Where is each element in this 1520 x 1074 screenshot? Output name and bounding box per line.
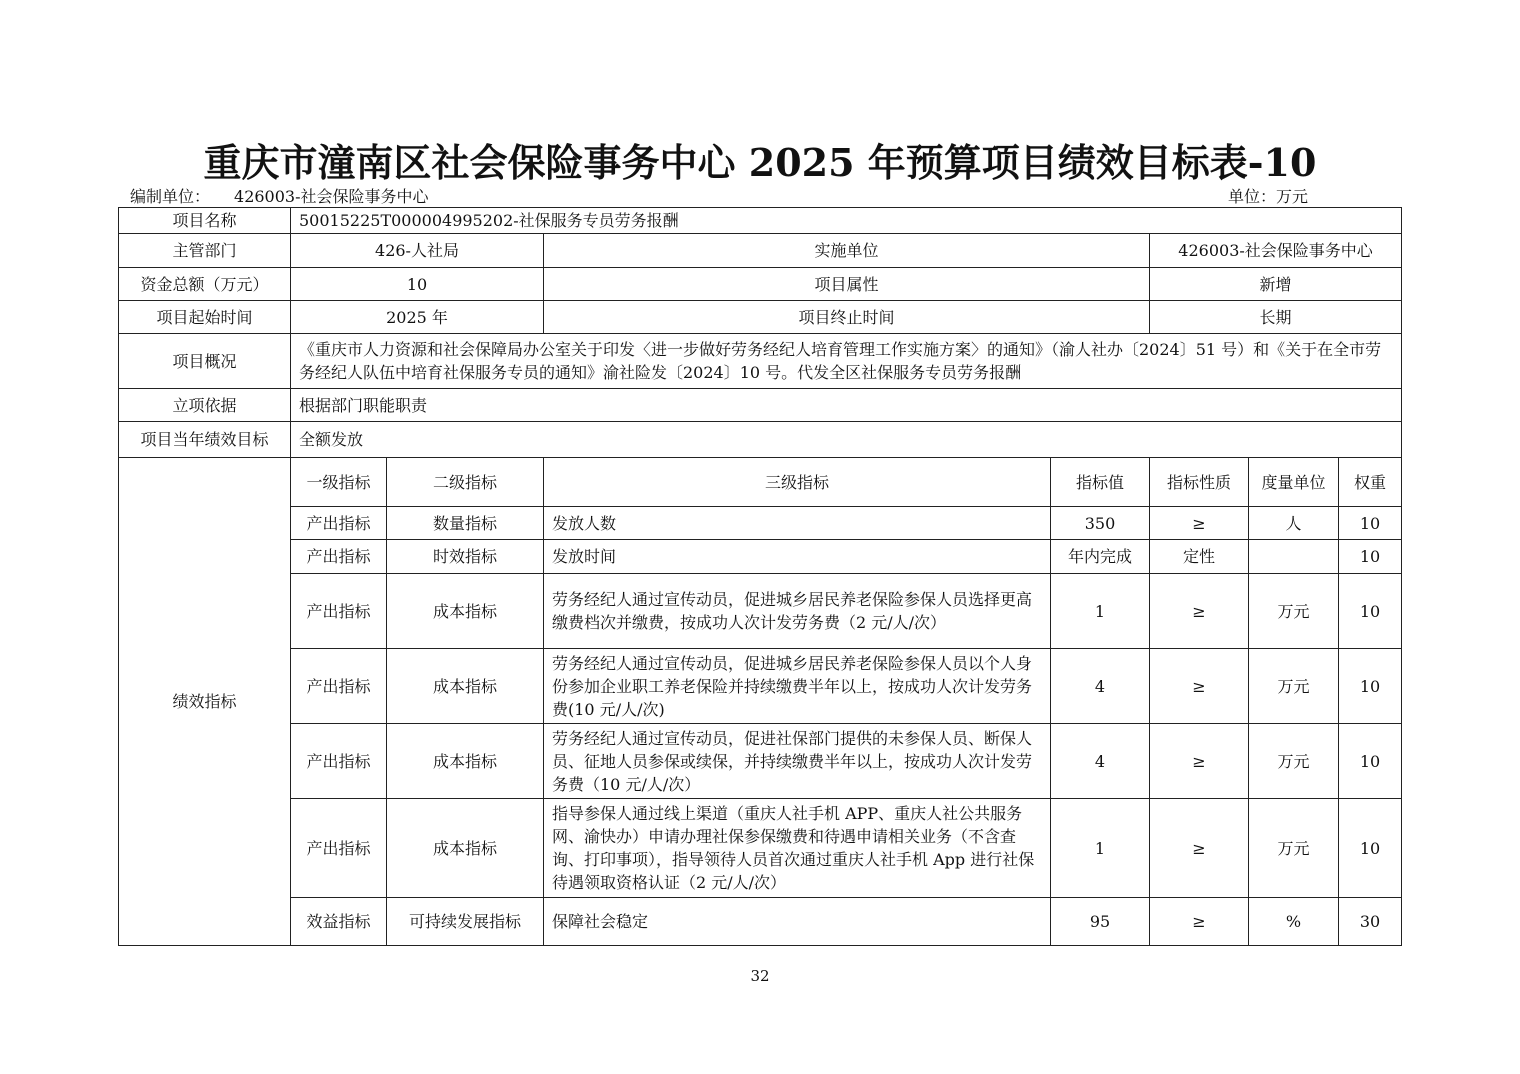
row-value: 4 — [1051, 649, 1150, 724]
table-row — [119, 540, 1402, 574]
header-unit: 度量单位 — [1249, 458, 1339, 507]
basis-label: 立项依据 — [119, 389, 291, 422]
row-nature: ≥ — [1150, 649, 1249, 724]
currency-unit: 单位：万元 — [1228, 187, 1309, 206]
row-level1: 产出指标 — [291, 724, 387, 799]
compiling-unit — [130, 184, 429, 207]
row-nature: ≥ — [1150, 574, 1249, 649]
row-value: 95 — [1051, 898, 1150, 946]
row-nature: ≥ — [1150, 507, 1249, 540]
row-level1: 产出指标 — [291, 540, 387, 574]
row-nature: 定性 — [1150, 540, 1249, 574]
row-unit: % — [1249, 898, 1339, 946]
row-level3: 指导参保人通过线上渠道（重庆人社手机 APP、重庆人社公共服务网、渝快办）申请办理社保参保缴费和待遇申请相关业务（不含查询、打印事项），指导领待人员首次通过重庆人社手机 App 进行社保待遇领取资格认证（2 元/人/次） — [544, 799, 1051, 898]
funds-value: 10 — [291, 268, 544, 301]
table-row — [119, 649, 1402, 724]
row-level3: 劳务经纪人通过宣传动员，促进城乡居民养老保险参保人员选择更高缴费档次并缴费，按成功人次计发劳务费（2 元/人/次） — [544, 574, 1051, 649]
row-level2: 时效指标 — [387, 540, 544, 574]
row-weight: 10 — [1339, 724, 1402, 799]
row-unit: 人 — [1249, 507, 1339, 540]
page-title: 重庆市潼南区社会保险事务中心 2025 年预算项目绩效目标表-10 — [203, 140, 1317, 185]
row-weight: 10 — [1339, 574, 1402, 649]
goal-row — [119, 422, 1402, 458]
row-value: 350 — [1051, 507, 1150, 540]
row-unit: 万元 — [1249, 724, 1339, 799]
row-unit: 万元 — [1249, 649, 1339, 724]
table-row — [119, 898, 1402, 946]
row-level1: 产出指标 — [291, 507, 387, 540]
project-name-value: 50015225T000004995202-社保服务专员劳务报酬 — [291, 208, 1402, 234]
row-weight: 10 — [1339, 540, 1402, 574]
row-unit: 万元 — [1249, 799, 1339, 898]
funds-label: 资金总额（万元） — [119, 268, 291, 301]
basis-row — [119, 389, 1402, 422]
header-level3: 三级指标 — [544, 458, 1051, 507]
start-value: 2025 年 — [291, 301, 544, 334]
impl-label: 实施单位 — [544, 234, 1150, 268]
row-level3: 发放时间 — [544, 540, 1051, 574]
row-weight: 10 — [1339, 649, 1402, 724]
row-level3: 发放人数 — [544, 507, 1051, 540]
attr-label: 项目属性 — [544, 268, 1150, 301]
row-level1: 产出指标 — [291, 649, 387, 724]
row-nature: ≥ — [1150, 724, 1249, 799]
row-value: 1 — [1051, 799, 1150, 898]
row-value: 4 — [1051, 724, 1150, 799]
overview-label: 项目概况 — [119, 334, 291, 389]
row-level1: 产出指标 — [291, 574, 387, 649]
row-nature: ≥ — [1150, 799, 1249, 898]
row-level3: 劳务经纪人通过宣传动员，促进社保部门提供的未参保人员、断保人员、征地人员参保或续保，并持续缴费半年以上，按成功人次计发劳务费（10 元/人/次） — [544, 724, 1051, 799]
table-row — [119, 507, 1402, 540]
start-label: 项目起始时间 — [119, 301, 291, 334]
compiling-unit-label: 编制单位： — [130, 187, 211, 206]
row-level2: 成本指标 — [387, 724, 544, 799]
header-nature: 指标性质 — [1150, 458, 1249, 507]
row-level3: 保障社会稳定 — [544, 898, 1051, 946]
funds-row — [119, 268, 1402, 301]
compiling-unit-value: 426003-社会保险事务中心 — [234, 187, 429, 206]
row-unit — [1249, 540, 1339, 574]
attr-value: 新增 — [1150, 268, 1402, 301]
row-level3: 劳务经纪人通过宣传动员，促进城乡居民养老保险参保人员以个人身份参加企业职工养老保险并持续缴费半年以上，按成功人次计发劳务费(10 元/人/次) — [544, 649, 1051, 724]
table-row — [119, 574, 1402, 649]
department-row — [119, 234, 1402, 268]
row-weight: 30 — [1339, 898, 1402, 946]
impl-value: 426003-社会保险事务中心 — [1150, 234, 1402, 268]
performance-target-table — [118, 207, 1402, 946]
overview-row — [119, 334, 1402, 389]
indicators-section-label: 绩效指标 — [119, 458, 291, 946]
page-number: 32 — [750, 967, 770, 985]
header-weight: 权重 — [1339, 458, 1402, 507]
table-row — [119, 724, 1402, 799]
row-level2: 数量指标 — [387, 507, 544, 540]
row-nature: ≥ — [1150, 898, 1249, 946]
row-value: 年内完成 — [1051, 540, 1150, 574]
row-weight: 10 — [1339, 799, 1402, 898]
dept-label: 主管部门 — [119, 234, 291, 268]
goal-label: 项目当年绩效目标 — [119, 422, 291, 458]
row-level1: 产出指标 — [291, 799, 387, 898]
time-row — [119, 301, 1402, 334]
end-value: 长期 — [1150, 301, 1402, 334]
row-level2: 成本指标 — [387, 799, 544, 898]
row-unit: 万元 — [1249, 574, 1339, 649]
dept-value: 426-人社局 — [291, 234, 544, 268]
row-weight: 10 — [1339, 507, 1402, 540]
row-level2: 成本指标 — [387, 574, 544, 649]
row-level2: 成本指标 — [387, 649, 544, 724]
overview-value: 《重庆市人力资源和社会保障局办公室关于印发〈进一步做好劳务经纪人培育管理工作实施方案〉的通知》（渝人社办〔2024〕51 号）和《关于在全市劳务经纪人队伍中培育社保服务专员的通知》渝社险发〔2024〕10 号。代发全区社保服务专员劳务报酬 — [291, 334, 1402, 389]
project-name-label: 项目名称 — [119, 208, 291, 234]
row-value: 1 — [1051, 574, 1150, 649]
indicator-header-row — [119, 458, 1402, 507]
basis-value: 根据部门职能职责 — [291, 389, 1402, 422]
end-label: 项目终止时间 — [544, 301, 1150, 334]
row-level1: 效益指标 — [291, 898, 387, 946]
table-row — [119, 799, 1402, 898]
row-level2: 可持续发展指标 — [387, 898, 544, 946]
goal-value: 全额发放 — [291, 422, 1402, 458]
project-name-row — [119, 208, 1402, 234]
header-level2: 二级指标 — [387, 458, 544, 507]
header-value: 指标值 — [1051, 458, 1150, 507]
header-level1: 一级指标 — [291, 458, 387, 507]
